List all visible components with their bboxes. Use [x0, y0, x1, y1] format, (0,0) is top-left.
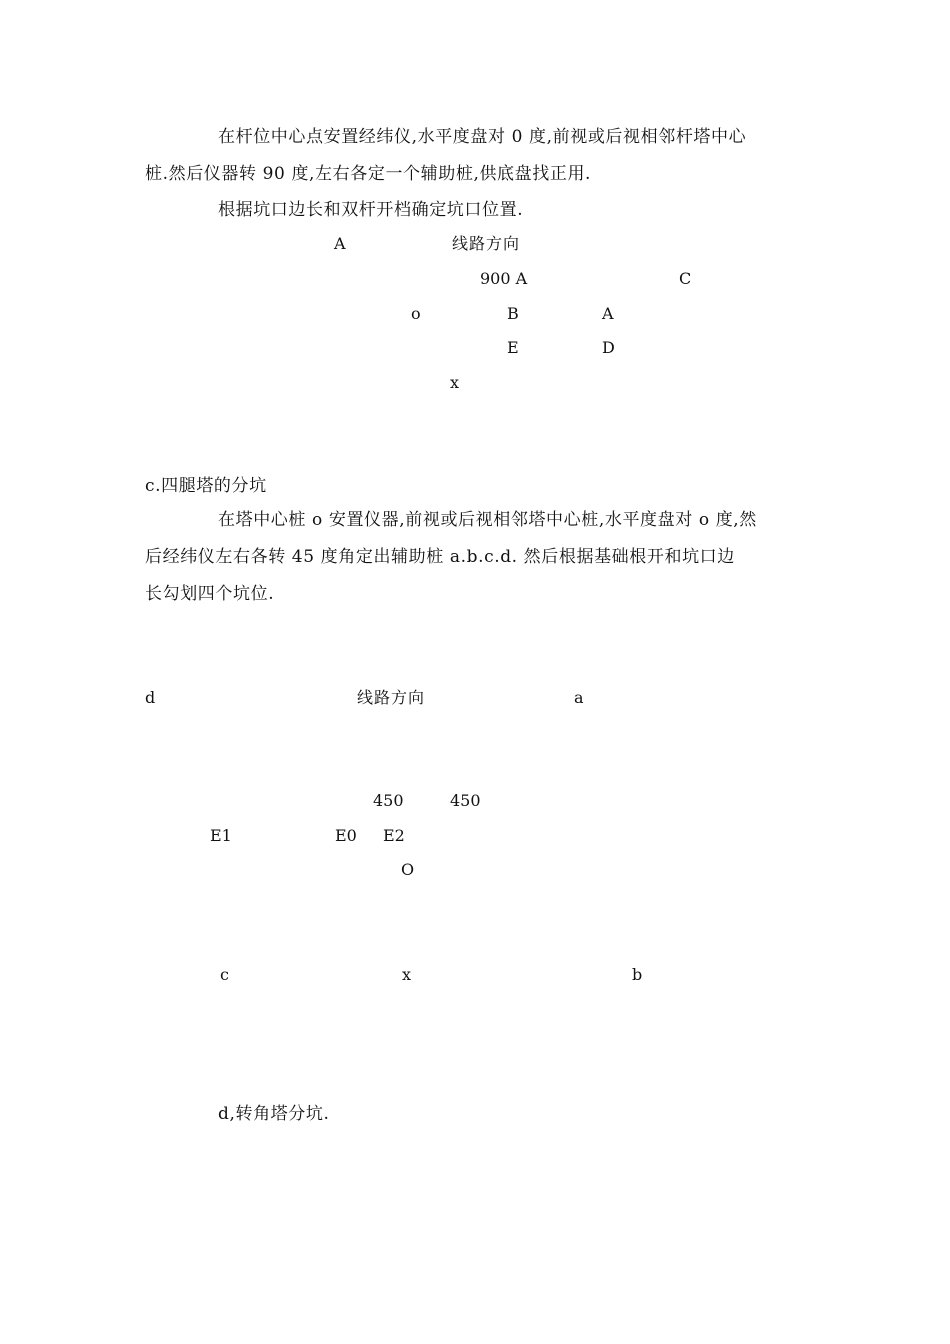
diagram2-label-a: a	[574, 688, 584, 707]
paragraph2: 根据坑口边长和双杆开档确定坑口位置.	[218, 200, 524, 220]
diagram2-label-o: O	[401, 860, 415, 879]
section-c-line2: 后经纬仪左右各转 45 度角定出辅助桩 a.b.c.d. 然后根据基础根开和坑口边	[145, 547, 735, 567]
diagram1-label-d: D	[602, 338, 615, 357]
diagram1-label-o: o	[411, 304, 421, 323]
diagram2-label-x: x	[402, 965, 412, 984]
diagram1-label-x: x	[450, 373, 460, 392]
diagram2-direction-label: 线路方向	[357, 688, 426, 707]
section-c-line3: 长勾划四个坑位.	[145, 584, 275, 604]
paragraph1-line2: 桩.然后仪器转 90 度,左右各定一个辅助桩,供底盘找正用.	[145, 164, 592, 184]
diagram1-label-b: B	[507, 304, 519, 323]
diagram1-direction-label: 线路方向	[452, 234, 521, 253]
diagram2-label-b: b	[632, 965, 643, 984]
section-c-heading: c.四腿塔的分坑	[145, 476, 267, 496]
diagram2-label-e1: E1	[210, 826, 232, 845]
diagram2-label-c: c	[220, 965, 229, 984]
diagram1-label-a-right: A	[602, 304, 614, 323]
diagram2-label-e0: E0	[335, 826, 357, 845]
diagram1-label-e: E	[507, 338, 519, 357]
section-d-heading: d,转角塔分坑.	[218, 1104, 330, 1124]
paragraph1-line1: 在杆位中心点安置经纬仪,水平度盘对 0 度,前视或后视相邻杆塔中心	[218, 127, 747, 147]
diagram2-angle-left: 450	[373, 791, 404, 810]
diagram2-label-e2: E2	[383, 826, 405, 845]
diagram1-label-a-left: A	[334, 234, 346, 253]
diagram1-label-900a: 900 A	[480, 269, 528, 288]
diagram2-angle-right: 450	[450, 791, 481, 810]
diagram2-label-d: d	[145, 688, 156, 707]
diagram1-label-c: C	[679, 269, 692, 288]
section-c-line1: 在塔中心桩 o 安置仪器,前视或后视相邻塔中心桩,水平度盘对 o 度,然	[218, 510, 757, 530]
